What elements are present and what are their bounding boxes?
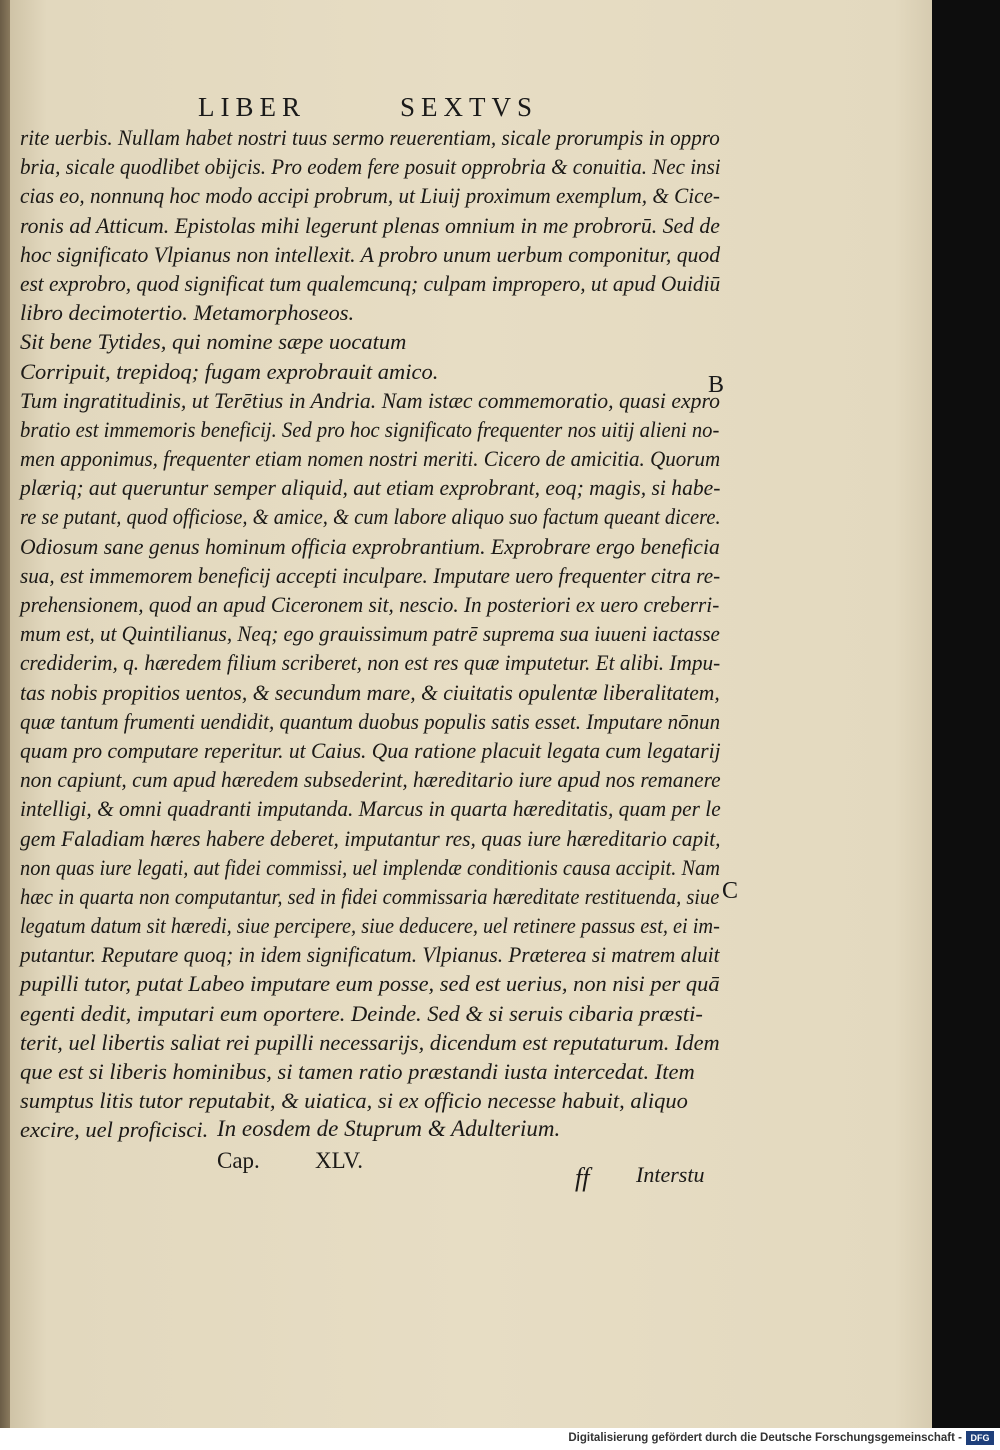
text-line: legatum datum sit hæredi, siue percipere, siue deducere, uel retinere passus est, ei im- — [20, 913, 720, 939]
text-line: quæ tantum frumenti uendidit, quantum duobus populis satis esset. Imputare nōnun — [20, 708, 721, 734]
text-line: non quas iure legati, aut fidei commissi, uel implendæ conditionis causa accipit. Nam — [20, 854, 721, 880]
catchword: Interstu — [636, 1162, 705, 1187]
text-line: Corripuit, trepidoq; fugam exprobrauit amico. — [20, 358, 439, 384]
text-line: ronis ad Atticum. Epistolas mihi legerunt plenas omnium in me probrorū. Sed de — [20, 212, 720, 238]
signature-mark: ff — [575, 1163, 590, 1192]
dfg-logo: DFG — [966, 1431, 994, 1445]
margin-marker-c: C — [722, 878, 739, 904]
body-text — [20, 123, 720, 1145]
text-line: hoc significato Vlpianus non intellexit. A probro unum uerbum componitur, quod — [20, 241, 721, 267]
text-line: Tum ingratitudinis, ut Terētius in Andria. Nam istæc commemoratio, quasi expro — [20, 387, 720, 413]
text-line: prehensionem, quod an apud Ciceronem sit, nescio. In posteriori ex uero creberri- — [20, 592, 720, 617]
text-line: que est si liberis hominibus, si tamen ratio præstandi iusta intercedat. Item — [20, 1059, 695, 1084]
text-line: plæriq; aut queruntur semper aliquid, aut etiam exprobrant, eoq; magis, si habe- — [20, 475, 721, 501]
text-line: intelligi, & omni quadranti imputanda. Marcus in quarta hæreditatis, quam per le — [20, 796, 721, 822]
scan-edge — [932, 0, 1000, 1428]
text-line: egenti dedit, imputari eum oportere. Deinde. Sed & si seruis cibaria præsti- — [20, 1000, 703, 1026]
chapter-cap-label: Cap. — [217, 1148, 260, 1173]
text-line: sua, est immemorem beneficij accepti inculpare. Imputare uero frequenter citra re- — [20, 562, 721, 588]
header-right: SEXTVS — [399, 92, 538, 122]
text-line: libro decimotertio. Metamorphoseos. — [20, 300, 355, 326]
margin-marker-b: B — [708, 372, 725, 398]
text-line: hæc in quarta non computantur, sed in fidei commissaria hæreditate restituenda, siue — [20, 883, 720, 909]
text-line: putantur. Reputare quoq; in idem significatum. Vlpianus. Præterea si matrem aluit — [20, 942, 720, 968]
text-line: terit, uel libertis saliat rei pupilli necessarijs, dicendum est reputaturum. Idem — [20, 1029, 720, 1055]
funding-credit: Digitalisierung gefördert durch die Deutsche Forschungsgemeinschaft - — [568, 1432, 962, 1444]
text-line: excire, uel proficisci. — [20, 1117, 209, 1143]
text-line: re se putant, quod officiose, & amice, & cum labore aliquo suo factum queant dicere. — [20, 504, 721, 530]
text-line: bria, sicale quodlibet obijcis. Pro eodem fere posuit opprobria & conuitia. Nec insi — [20, 154, 721, 180]
text-line: quam pro computare reperitur. ut Caius. Qua ratione placuit legata cum legatarij — [20, 737, 721, 763]
text-line: Sit bene Tytides, qui nomine sæpe uocatum — [20, 329, 407, 355]
text-line: Odiosum sane genus hominum officia exprobrantium. Exprobrare ergo beneficia — [20, 533, 720, 559]
text-line: crediderim, q. hæredem filium scriberet, non est res quæ imputetur. Et alibi. Impu- — [20, 650, 721, 676]
book-spine — [0, 0, 10, 1428]
text-line: rite uerbis. Nullam habet nostri tuus sermo reuerentiam, sicale prorumpis in oppro — [20, 125, 720, 150]
chapter-number: XLV. — [315, 1148, 363, 1173]
text-line: mum est, ut Quintilianus, Neq; ego grauissimum patrē suprema sua iuueni iactasse — [20, 621, 720, 647]
text-line: men apponimus, frequenter etiam nomen nostri meriti. Cicero de amicitia. Quorum — [20, 446, 721, 472]
text-line: gem Faladiam hæres habere deberet, imputantur res, quas iure hæreditario capit, — [20, 825, 721, 851]
header-left: LIBER — [198, 92, 306, 122]
footer-bar — [0, 1428, 1000, 1450]
text-line: cias eo, nonnunq hoc modo accipi probrum, ut Liuij proximum exemplum, & Cice- — [20, 183, 720, 209]
text-line: tas nobis propitios uentos, & secundum mare, & ciuitatis opulentæ liberalitatem, — [20, 679, 720, 705]
text-line: pupilli tutor, putat Labeo imputare eum posse, sed est uerius, non nisi per quā — [20, 971, 720, 997]
text-line: bratio est immemoris beneficij. Sed pro hoc significato frequenter nos uitij alieni no- — [20, 416, 720, 442]
text-line: sumptus litis tutor reputabit, & uiatica, si ex officio necesse habuit, aliquo — [20, 1088, 688, 1114]
running-header — [198, 92, 538, 123]
chapter-title: In eosdem de Stuprum & Adulterium. — [217, 1116, 561, 1141]
text-line: est exprobro, quod significat tum qualemcunq; culpam impropero, ut apud Ouidiū — [20, 270, 721, 296]
text-line: non capiunt, cum apud hæredem subsederint, hæreditario iure apud nos remanere — [20, 767, 721, 793]
